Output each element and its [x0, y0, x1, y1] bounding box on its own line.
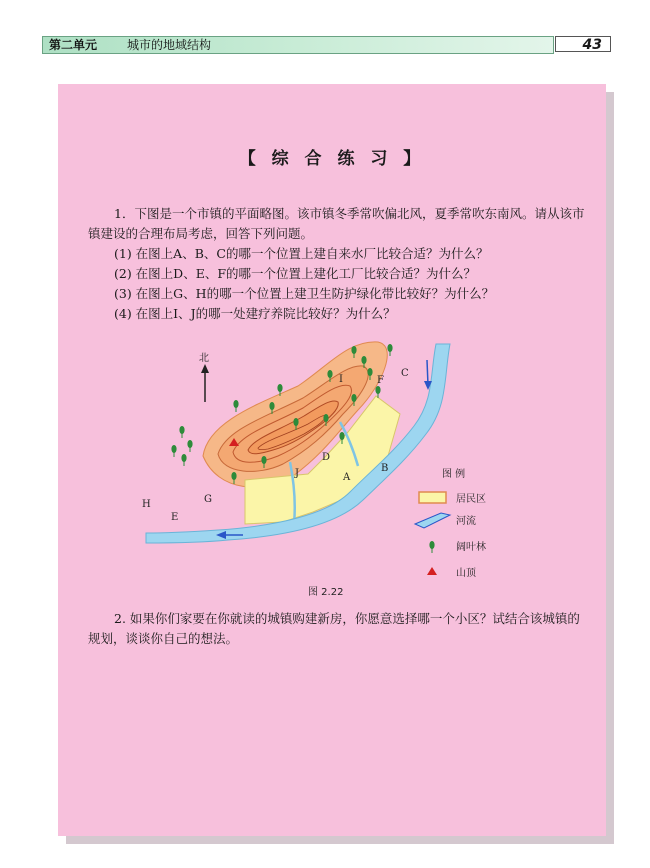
question-2-line-2: 规划，谈谈你自己的想法。: [88, 631, 239, 646]
map-label-a: A: [343, 472, 351, 483]
map-label-d: D: [322, 452, 331, 463]
map-label-j: J: [295, 468, 300, 479]
map-legend: [415, 467, 486, 579]
question-2-line-1: 2. 如果你们家要在你就读的城镇购建新房，你愿意选择哪一个小区？试结合该城镇的: [114, 611, 580, 626]
question-1-sub-3: (3) 在图上G、H的哪一个位置上建卫生防护绿化带比较好？为什么？: [114, 286, 495, 301]
legend-peak-icon: [427, 567, 437, 575]
exercise-panel: [58, 84, 606, 836]
river-swatch: [415, 513, 450, 528]
residential-area-swatch: [419, 492, 446, 503]
unit-label: 第二单元: [49, 38, 98, 52]
question-1-line-1: 1．下图是一个市镇的平面略图。该市镇冬季常吹偏北风，夏季常吹东南风。请从该市: [114, 206, 585, 221]
question-1-sub-2: (2) 在图上D、E、F的哪一个位置上建化工厂比较合适？为什么？: [114, 266, 477, 281]
page-number: 43: [555, 36, 611, 52]
panel-title: 【 综 合 练 习 】: [238, 149, 426, 169]
legend-peak-label: 山顶: [456, 568, 476, 579]
map-label-c: C: [401, 368, 409, 379]
question-1-sub-1: (1) 在图上A、B、C的哪一个位置上建自来水厂比较合适？为什么？: [114, 246, 489, 261]
map-label-g: G: [204, 494, 212, 505]
chapter-title: 城市的地域结构: [127, 38, 212, 52]
north-arrow: [199, 352, 209, 402]
legend-forest-label: 阔叶林: [456, 542, 486, 553]
map-label-b: B: [381, 463, 389, 474]
north-label: 北: [199, 353, 209, 364]
legend-title: 图 例: [442, 469, 466, 480]
legend-river-label: 河流: [456, 516, 476, 527]
legend-residential-label: 居民区: [456, 494, 486, 505]
broadleaf-tree-icon: [429, 541, 434, 553]
figure-caption: 图 2.22: [308, 587, 344, 598]
town-map-figure: [58, 84, 606, 604]
map-label-i: I: [339, 374, 343, 385]
map-label-f: F: [377, 375, 384, 386]
question-1-sub-4: (4) 在图上I、J的哪一处建疗养院比较好？为什么？: [114, 306, 396, 321]
map-label-e: E: [171, 512, 179, 523]
question-1-line-2: 镇建设的合理布局考虑，回答下列问题。: [88, 226, 314, 241]
chapter-header-bar: [42, 36, 554, 54]
map-label-h: H: [142, 499, 151, 510]
